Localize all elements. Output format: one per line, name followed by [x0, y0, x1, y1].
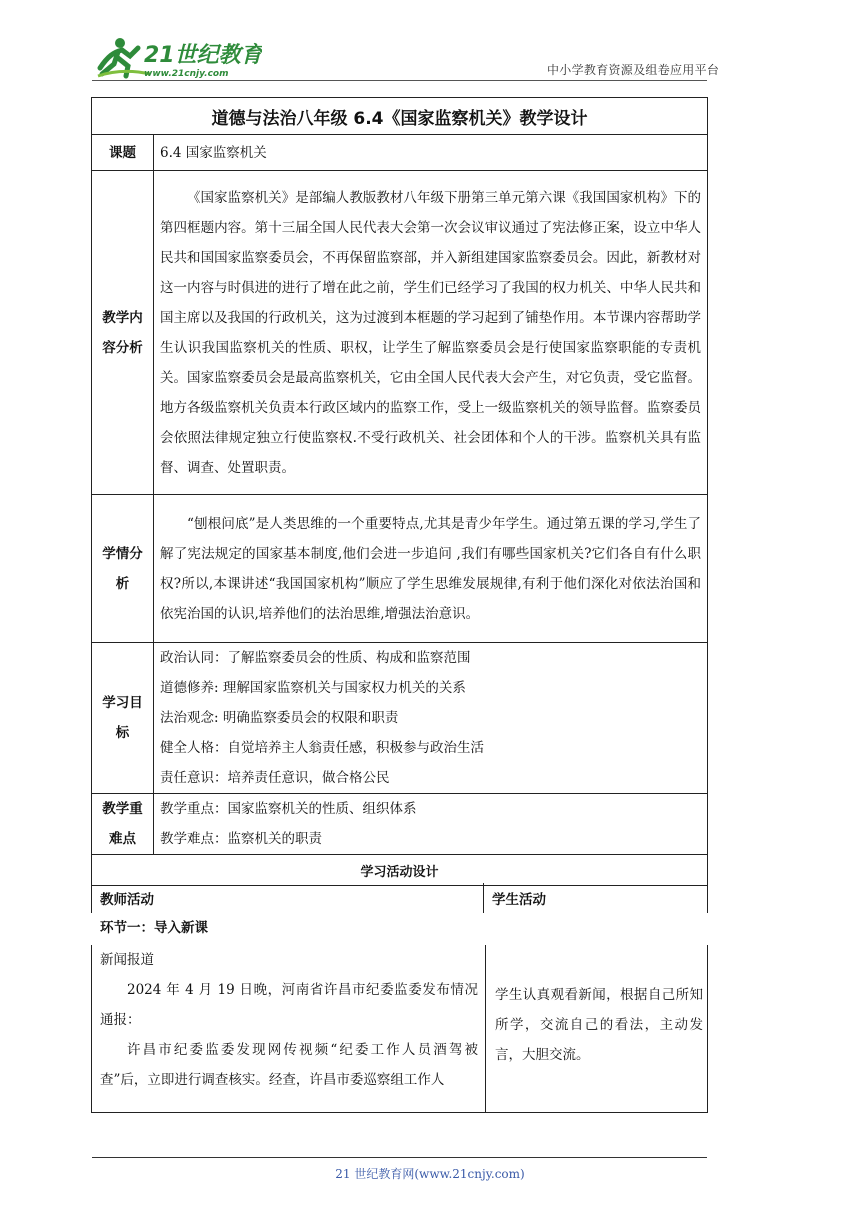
site-tagline: 中小学教育资源及组卷应用平台	[547, 63, 720, 77]
lesson-plan-table	[91, 97, 708, 886]
teacher-activity-content	[100, 945, 478, 1095]
teacher-paragraph: 许昌市纪委监委发现网传视频“纪委工作人员酒驾被查”后，立即进行调查核实。经查，许昌市委巡察组工作人	[100, 1042, 478, 1088]
goal-item: 政治认同：了解监察委员会的性质、构成和监察范围	[160, 650, 471, 666]
runner-logo-icon	[92, 34, 262, 80]
activity-section-title: 学习活动设计	[92, 855, 708, 886]
learner-text: “刨根问底”是人类思维的一个重要特点,尤其是青少年学生。通过第五课的学习,学生了解了宪法规定的国家基本制度,他们会进一步追问 ,我们有哪些国家机关?它们各自有什么职权?所以,本课讲述“我国国家机构”顺应了学生思维发展规律,有利于他们深化对依法治国和依宪治国的认识,培养他们的法治思维,增强法治意识。	[160, 515, 701, 622]
analysis-text: 《国家监察机关》是部编人教版教材八年级下册第三单元第六课《我国国家机构》下的第四框题内容。第十三届全国人民代表大会第一次会议审议通过了宪法修正案，设立中华人民共和国国家监察委员会，不再保留监察部，并入新组建国家监察委员会。因此，新教材对这一内容与时俱进的进行了增在此之前，学生们已经学习了我国的权力机关、中华人民共和国主席以及我国的行政机关，这为过渡到本框题的学习起到了铺垫作用。本节课内容帮助学生认识我国监察机关的性质、职权，让学生了解监察委员会是行使国家监察职能的专责机关。国家监察委员会是最高监察机关，它由全国人民代表大会产生，对它负责，受它监督。地方各级监察机关负责本行政区域内的监察工作，受上一级监察机关的领导监督。监察委员会依照法律规定独立行使监察权.不受行政机关、社会团体和个人的干涉。监察机关具有监督、调查、处置职责。	[160, 189, 701, 476]
goals-content	[154, 643, 708, 794]
learner-content	[154, 495, 708, 643]
keypoints-label: 教学重难点	[92, 794, 154, 855]
goals-label: 学习目标	[92, 643, 154, 794]
activity-header-row	[91, 883, 708, 913]
goal-item: 道德修养: 理解国家监察机关与国家权力机关的关系	[160, 680, 466, 696]
student-paragraph: 学生认真观看新闻，根据自己所知所学，交流自己的看法，主动发言，大胆交流。	[495, 987, 703, 1063]
goal-item: 健全人格：自觉培养主人翁责任感，积极参与政治生活	[160, 740, 484, 756]
teacher-activity-header: 教师活动	[91, 883, 484, 913]
stage-one-label: 环节一：导入新课	[100, 920, 208, 936]
keypoint-item: 教学难点：监察机关的职责	[160, 831, 322, 847]
topic-content: 6.4 国家监察机关	[154, 135, 708, 171]
column-divider	[485, 945, 486, 1113]
student-activity-header: 学生活动	[492, 892, 546, 908]
keypoints-content	[154, 794, 708, 855]
topic-label: 课题	[92, 135, 154, 171]
column-rule	[707, 883, 708, 913]
analysis-label: 教学内容分析	[92, 171, 154, 495]
goal-item: 法治观念: 明确监察委员会的权限和职责	[160, 710, 399, 726]
footer-rule	[92, 1157, 707, 1158]
header-rule	[92, 80, 707, 81]
student-activity-content	[495, 980, 703, 1070]
footer-link[interactable]: 21 世纪教育网(www.21cnjy.com)	[335, 1167, 525, 1181]
svg-text:21世纪教育: 21世纪教育	[144, 43, 262, 68]
activity-body	[91, 945, 708, 1113]
goal-item: 责任意识：培养责任意识，做合格公民	[160, 770, 390, 786]
teacher-paragraph: 2024 年 4 月 19 日晚，河南省许昌市纪委监委发布情况通报：	[100, 982, 478, 1028]
site-logo	[92, 34, 262, 80]
svg-text:www.21cnjy.com: www.21cnjy.com	[144, 69, 229, 79]
analysis-content	[154, 171, 708, 495]
teacher-paragraph: 新闻报道	[100, 952, 154, 968]
learner-label: 学情分析	[92, 495, 154, 643]
keypoint-item: 教学重点：国家监察机关的性质、组织体系	[160, 801, 417, 817]
document-title: 道德与法治八年级 6.4《国家监察机关》教学设计	[92, 98, 708, 135]
